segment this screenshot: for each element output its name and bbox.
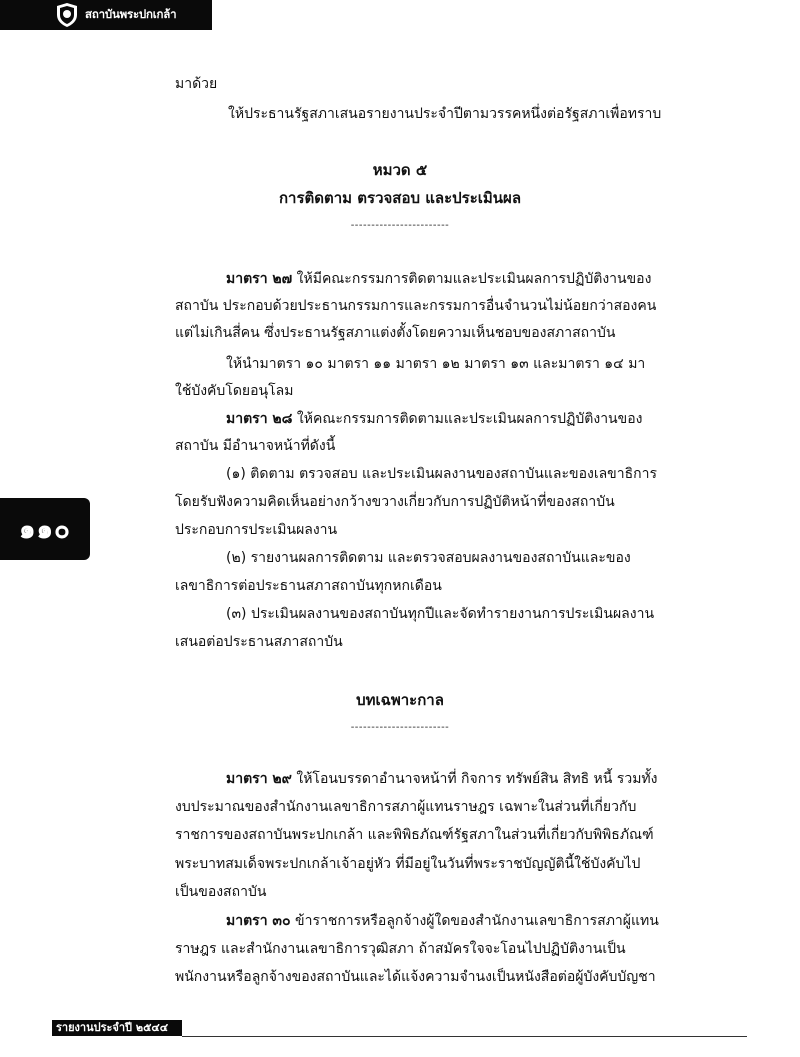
section-27-line-2: สถาบัน ประกอบด้วยประธานกรรมการและกรรมการอื่นจำนวนไม่น้อยกว่าสองคน xyxy=(175,298,657,314)
section-28-line-2: สถาบัน มีอำนาจหน้าที่ดังนี้ xyxy=(175,438,336,454)
intro-line-1: มาด้วย xyxy=(175,76,218,92)
section-28-item-1-line-2: โดยรับฟังความคิดเห็นอย่างกว้างขวางเกี่ยวกับการปฏิบัติหน้าที่ของสถาบัน xyxy=(175,494,615,510)
footer-label: รายงานประจำปี ๒๕๔๔ xyxy=(56,1021,169,1034)
footer-rule xyxy=(182,1036,747,1037)
section-30-label: มาตรา ๓๐ xyxy=(226,913,291,929)
section-28-item-3-line-1: (๓) ประเมินผลงานของสถาบันทุกปีและจัดทำรายงานการประเมินผลงาน xyxy=(226,606,655,622)
section-27-line-4: ให้นำมาตรา ๑๐ มาตรา ๑๑ มาตรา ๑๒ มาตรา ๑๓ และมาตรา ๑๔ มา xyxy=(226,356,646,372)
section-27-line-5: ใช้บังคับโดยอนุโลม xyxy=(175,383,294,399)
section-30-line-2: ราษฎร และสำนักงานเลขาธิการวุฒิสภา ถ้าสมัครใจจะโอนไปปฏิบัติงานเป็น xyxy=(175,941,626,957)
header-org-name: สถาบันพระปกเกล้า xyxy=(85,7,177,21)
section-29-line-4: พระบาทสมเด็จพระปกเกล้าเจ้าอยู่หัว ที่มีอยู่ในวันที่พระราชบัญญัตินี้ใช้บังคับไป xyxy=(175,856,641,872)
section-29-line-2: งบประมาณของสำนักงานเลขาธิการสภาผู้แทนราษฎร เฉพาะในส่วนที่เกี่ยวกับ xyxy=(175,799,637,815)
section-29-line-5: เป็นของสถาบัน xyxy=(175,884,267,900)
chapter-divider: ------------------------ xyxy=(350,220,450,231)
section-28-item-2-line-1: (๒) รายงานผลการติดตาม และตรวจสอบผลงานของสถาบันและของ xyxy=(226,550,631,566)
section-28-item-1-line-3: ประกอบการประเมินผลงาน xyxy=(175,522,338,538)
page-number: ๑๑๐ xyxy=(19,514,71,545)
section-30-line-1 xyxy=(226,912,659,930)
section-29-line-1 xyxy=(226,770,657,788)
section-30-text-1: ข้าราชการหรือลูกจ้างผู้ใดของสำนักงานเลขาธิการสภาผู้แทน xyxy=(290,913,659,929)
page-number-tab xyxy=(0,498,90,560)
section-28-item-2-line-2: เลขาธิการต่อประธานสภาสถาบันทุกหกเดือน xyxy=(175,578,442,594)
section-27-label: มาตรา ๒๗ xyxy=(226,271,293,287)
section-30-line-3: พนักงานหรือลูกจ้างของสถาบันและได้แจ้งความจำนงเป็นหนังสือต่อผู้บังคับบัญชา xyxy=(175,969,656,985)
intro-line-2: ให้ประธานรัฐสภาเสนอรายงานประจำปีตามวรรคหนึ่งต่อรัฐสภาเพื่อทราบ xyxy=(228,106,662,122)
transitory-title: บทเฉพาะกาล xyxy=(356,691,444,709)
section-28-label: มาตรา ๒๘ xyxy=(226,411,293,427)
section-28-item-1-line-1: (๑) ติดตาม ตรวจสอบ และประเมินผลงานของสถาบันและของเลขาธิการ xyxy=(226,466,658,482)
section-29-text-1: ให้โอนบรรดาอำนาจหน้าที่ กิจการ ทรัพย์สิน สิทธิ หนี้ รวมทั้ง xyxy=(291,771,658,787)
header-bar xyxy=(0,0,212,30)
section-28-text-1: ให้คณะกรรมการติดตามและประเมินผลการปฏิบัติงานของ xyxy=(292,411,643,427)
section-28-line-1 xyxy=(226,410,642,428)
section-27-text-1: ให้มีคณะกรรมการติดตามและประเมินผลการปฏิบัติงานของ xyxy=(292,271,652,287)
chapter-title: การติดตาม ตรวจสอบ และประเมินผล xyxy=(278,189,522,207)
institute-crest-icon xyxy=(55,2,79,28)
section-29-line-3: ราชการของสถาบันพระปกเกล้า และพิพิธภัณฑ์รัฐสภาในส่วนที่เกี่ยวกับพิพิธภัณฑ์ xyxy=(175,827,654,843)
section-29-label: มาตรา ๒๙ xyxy=(226,771,292,787)
chapter-number: หมวด ๕ xyxy=(372,161,428,179)
section-28-item-3-line-2: เสนอต่อประธานสภาสถาบัน xyxy=(175,634,343,650)
section-27-line-1 xyxy=(226,270,651,288)
transitory-divider: ------------------------ xyxy=(350,722,450,733)
section-27-line-3: แต่ไม่เกินสี่คน ซึ่งประธานรัฐสภาแต่งตั้งโดยความเห็นชอบของสภาสถาบัน xyxy=(175,325,616,341)
